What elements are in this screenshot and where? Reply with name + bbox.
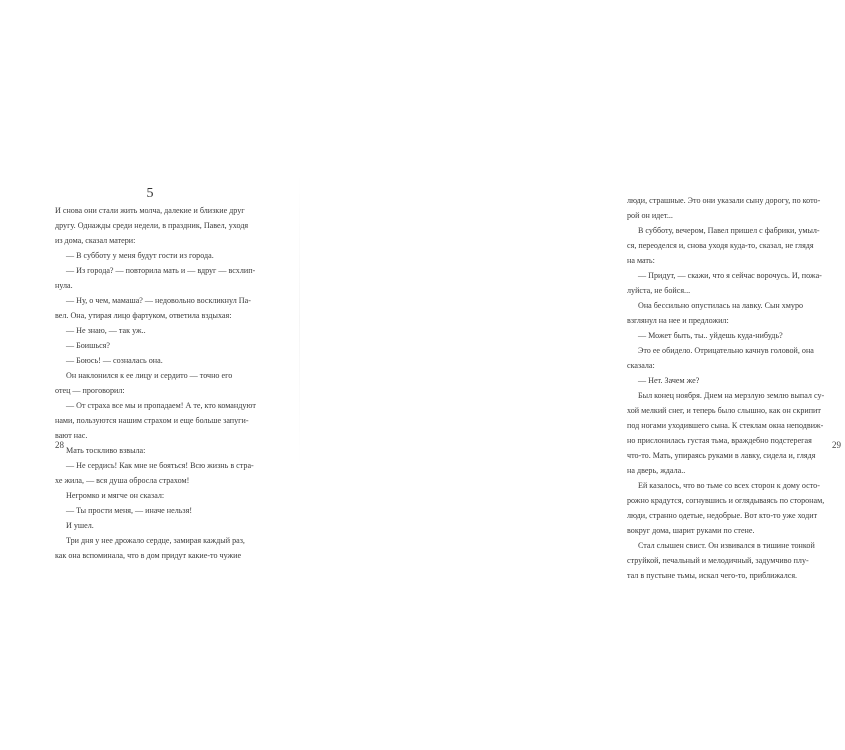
right-page	[300, 0, 841, 750]
text-line: Он наклонился к ее лицу и сердито — точно его	[66, 371, 233, 380]
text-line: струйкой, печальный и мелодичный, задумчиво плу-	[627, 556, 809, 565]
text-line: — Из города? — повторила мать и — вдруг — всхлип-	[66, 266, 256, 275]
text-line: Три дня у нее дрожало сердце, замирая каждый раз,	[66, 536, 245, 545]
left-page-text	[55, 203, 273, 563]
text-line: И ушел.	[66, 521, 94, 530]
text-line: другу. Однажды среди недели, в праздник, Павел, уходя	[55, 221, 249, 230]
text-line: Был конец ноября. Днем на мерзлую землю выпал су-	[638, 391, 825, 400]
text-line: — В субботу у меня будут гости из города.	[66, 251, 214, 260]
text-line: сказала:	[627, 361, 655, 370]
text-line: — От страха все мы и пропадаем! А те, кто командуют	[66, 401, 256, 410]
right-page-text	[627, 193, 845, 583]
text-line: вают нас.	[55, 431, 88, 440]
text-line: Мать тоскливо взвыла:	[66, 446, 146, 455]
text-line: ся, переоделся и, снова уходя куда-то, сказал, не глядя	[627, 241, 814, 250]
page-number-left: 28	[55, 440, 64, 450]
text-line: как она вспоминала, что в дом придут какие-то чужие	[55, 551, 242, 560]
text-line: Она бессильно опустилась на лавку. Сын хмуро	[638, 301, 804, 310]
text-line: на дверь, ждала..	[627, 466, 686, 475]
text-line: — Боюсь! — созналась она.	[66, 356, 163, 365]
text-line: на мать:	[627, 256, 655, 265]
text-line: отец — проговорил:	[55, 386, 125, 395]
text-line: — Может быть, ты.. уйдешь куда-нибудь?	[638, 331, 783, 340]
text-line: нула.	[55, 281, 73, 290]
page-number-right: 29	[832, 440, 841, 450]
text-line: вел. Она, утирая лицо фартуком, ответила вздыхая:	[55, 311, 232, 320]
text-line: из дома, сказал матери:	[55, 236, 136, 245]
text-line: — Ты прости меня, — иначе нельзя!	[66, 506, 193, 515]
text-line: Ей казалось, что во тьме со всех сторон к дому осто-	[638, 481, 820, 490]
text-line: вокруг дома, шарит руками по стене.	[627, 526, 755, 535]
text-line: что-то. Мать, упираясь руками в лавку, сидела и, глядя	[627, 451, 816, 460]
text-line: В субботу, вечером, Павел пришел с фабрики, умыл-	[638, 226, 820, 235]
text-line: под ногами уходившего сына. К стеклам окна неподвиж-	[627, 421, 824, 430]
text-line: но прислонилась густая тьма, враждебно подстерегая	[627, 436, 812, 445]
text-line: Стал слышен свист. Он извивался в тишине тонкой	[638, 541, 815, 550]
left-page	[0, 0, 300, 750]
text-line: рожно крадутся, согнувшись и оглядываясь по сторонам,	[627, 496, 825, 505]
text-line: — Придут, — скажи, что я сейчас ворочусь. И, пожа-	[638, 271, 822, 280]
text-line: люди, страшные. Это они указали сыну дорогу, по кото-	[627, 196, 821, 205]
text-line: — Не знаю, — так уж..	[66, 326, 146, 335]
text-line: хе жила, — вся душа обросла страхом!	[55, 476, 190, 485]
text-line: Это ее обидело. Отрицательно качнув головой, она	[638, 346, 814, 355]
text-line: тал в пустыне тьмы, искал чего-то, приближался.	[627, 571, 798, 580]
text-line: луйста, не бойся...	[627, 286, 691, 295]
text-line: — Не сердись! Как мне не бояться! Всю жизнь в стра-	[66, 461, 254, 470]
text-line: — Нет. Зачем же?	[638, 376, 700, 385]
text-line: хой мелкий снег, и теперь было слышно, как он скрипит	[627, 406, 821, 415]
text-line: — Ну, о чем, мамаша? — недовольно воскликнул Па-	[66, 296, 251, 305]
chapter-number: 5	[146, 186, 154, 201]
text-line: люди, странно одетые, недобрые. Вот кто-то уже ходит	[627, 511, 818, 520]
text-line: рой он идет...	[627, 211, 673, 220]
text-line: взглянул на нее и предложил:	[627, 316, 729, 325]
text-line: нами, пользуются нашим страхом и еще больше запуги-	[55, 416, 249, 425]
text-line: Негромко и мягче он сказал:	[66, 491, 165, 500]
text-line: И снова они стали жить молча, далекие и близкие друг	[55, 206, 245, 215]
text-line: — Боишься?	[66, 341, 110, 350]
